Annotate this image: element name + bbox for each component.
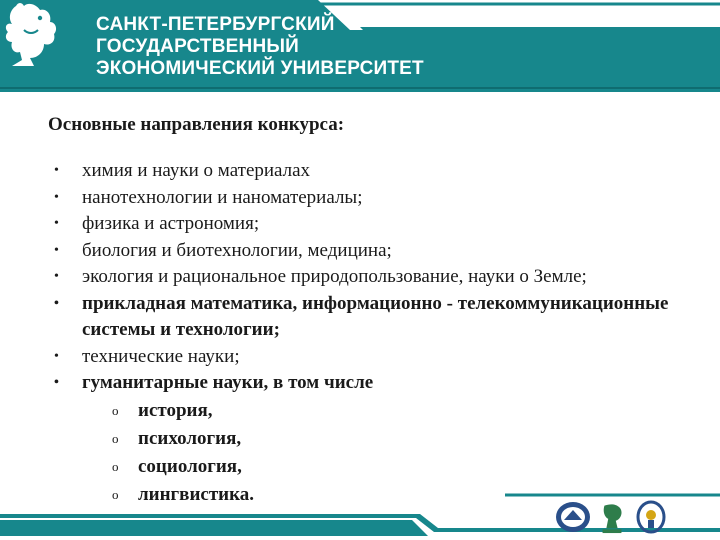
circle-bullet-icon: o: [112, 402, 119, 418]
circle-bullet-icon: o: [112, 458, 119, 474]
list-item-text: технические науки;: [82, 345, 240, 367]
griffin-emblem-icon: [598, 500, 626, 534]
bullet-icon: •: [54, 163, 59, 178]
sublist-item-text: лингвистика.: [138, 483, 255, 505]
sublist-item: [82, 453, 694, 481]
bullet-icon: •: [54, 189, 59, 205]
university-name-line-1: САНКТ-ПЕТЕРБУРГСКИЙ: [96, 14, 335, 35]
directions-list: [54, 158, 694, 509]
university-name-line-2: ГОСУДАРСТВЕННЫЙ: [96, 36, 300, 57]
list-item-text: химия и науки о материалах: [82, 160, 311, 181]
sublist-item: [82, 397, 694, 425]
bullet-icon: •: [54, 375, 59, 390]
bullet-icon: •: [54, 216, 59, 231]
university-name-line-3: ЭКОНОМИЧЕСКИЙ УНИВЕРСИТЕТ: [96, 58, 424, 79]
list-item: [54, 264, 694, 291]
list-item-text: прикладная математика, информационно - телекоммуникационные системы и технологии;: [82, 292, 669, 340]
header-band: [0, 0, 720, 92]
sublist-item-text: история,: [138, 399, 213, 421]
laurel-emblem-icon: [636, 500, 666, 534]
list-item: [54, 238, 694, 265]
griffin-icon: [0, 0, 60, 70]
list-item-text: биология и биотехнологии, медицина;: [82, 239, 392, 261]
list-item: [54, 211, 694, 238]
bullet-icon: •: [54, 348, 59, 364]
list-item-text: нанотехнологии и наноматериалы;: [82, 186, 363, 208]
list-item: [54, 291, 694, 344]
university-name: [96, 14, 424, 80]
list-item-text: гуманитарные науки, в том числе: [82, 372, 374, 393]
list-item: [54, 344, 694, 371]
page-title: Основные направления конкурса:: [48, 114, 345, 135]
list-item: [54, 185, 694, 212]
sublist-item: [82, 425, 694, 453]
bullet-icon: •: [54, 269, 59, 284]
list-item-text: экология и рациональное природопользование, науки о Земле;: [82, 266, 587, 287]
sublist-item-text: психология,: [138, 427, 242, 449]
list-item: [54, 158, 694, 185]
sublist-item-text: социология,: [138, 455, 242, 477]
ministry-seal-icon: [554, 500, 592, 534]
circle-bullet-icon: o: [112, 486, 119, 502]
list-item-text: физика и астрономия;: [82, 213, 260, 234]
bullet-icon: •: [54, 295, 59, 311]
circle-bullet-icon: o: [112, 430, 119, 446]
bullet-icon: •: [54, 242, 59, 258]
